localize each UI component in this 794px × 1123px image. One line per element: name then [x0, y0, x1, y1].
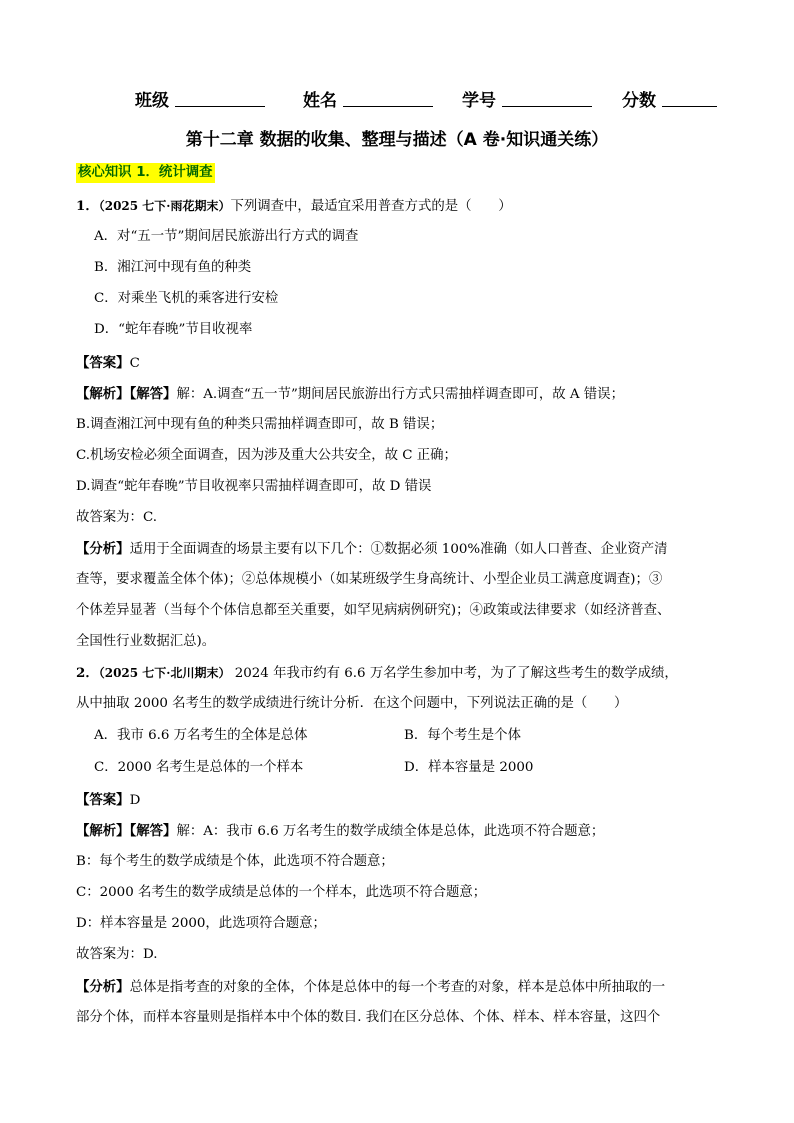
q2-analysis-line-1 — [76, 822, 604, 841]
q1-analysis-line-3: C.机场安检必须全面调查，因为涉及重大公共安全，故 C 正确； — [76, 448, 457, 463]
score-field[interactable] — [662, 86, 717, 107]
q1-final-answer: 故答案为：C. — [76, 510, 157, 525]
q1-analysis-line-4: D.调查“蛇年春晚”节目收视率只需抽样调查即可，故 D 错误 — [76, 479, 432, 494]
q1-fenxi-line-3: 个体差异显著（当每个个体信息都至关重要，如罕见病病例研究)；④政策或法律要求（如经济普查、 — [76, 603, 671, 618]
name-label: 姓名 — [303, 91, 337, 111]
question-source: （2025 七下·北川期末） — [98, 666, 231, 680]
fenxi-text: 总体是指考查的对象的全体，个体是总体中的每一个考查的对象，样本是总体中所抽取的一 — [129, 980, 666, 995]
analysis-tag: 【解析】【解答】 — [76, 823, 177, 839]
question-text: 2024 年我市约有 6.6 万名学生参加中考，为了了解这些考生的数学成绩， — [230, 666, 678, 681]
q1-fenxi-line-1 — [76, 540, 668, 559]
question-number: 2． — [76, 665, 99, 681]
student-id-label: 学号 — [462, 91, 496, 111]
analysis-text: 解：A.调查“五一节”期间居民旅游出行方式只需抽样调查即可，故 A 错误； — [176, 387, 624, 402]
q2-analysis-line-4: D：样本容量是 2000，此选项符合题意； — [76, 916, 326, 931]
answer-value: C — [129, 356, 140, 371]
q2-answer — [76, 791, 140, 810]
fenxi-text: 适用于全面调查的场景主要有以下几个：①数据必须 100%准确（如人口普查、企业资产清 — [129, 542, 668, 557]
q2-option-c: C．2000 名考生是总体的一个样本 — [94, 760, 304, 775]
fenxi-tag: 【分析】 — [76, 979, 130, 995]
student-info-header — [0, 86, 794, 112]
student-id-field[interactable] — [502, 86, 592, 107]
answer-value: D — [129, 793, 141, 808]
q1-option-c: C．对乘坐飞机的乘客进行安检 — [94, 291, 279, 306]
q2-fenxi-line-1 — [76, 978, 665, 997]
question-source: （2025 七下·雨花期末） — [98, 199, 231, 213]
name-field[interactable] — [343, 86, 433, 107]
class-field[interactable] — [175, 86, 265, 107]
answer-tag: 【答案】 — [76, 355, 130, 371]
analysis-tag: 【解析】【解答】 — [76, 386, 177, 402]
q1-option-d: D．“蛇年春晚”节目收视率 — [94, 322, 253, 337]
question-2-stem-line-2: 从中抽取 2000 名考生的数学成绩进行统计分析．在这个问题中，下列说法正确的是（ ） — [76, 696, 628, 711]
class-label: 班级 — [135, 91, 169, 111]
q2-analysis-line-3: C：2000 名考生的数学成绩是总体的一个样本，此选项不符合题意； — [76, 885, 487, 900]
fenxi-tag: 【分析】 — [76, 541, 130, 557]
q2-option-d: D．样本容量是 2000 — [404, 760, 534, 775]
q1-option-b: B．湘江河中现有鱼的种类 — [94, 260, 252, 275]
q1-analysis-line-2: B.调查湘江河中现有鱼的种类只需抽样调查即可，故 B 错误； — [76, 417, 444, 432]
question-number: 1． — [76, 198, 99, 214]
q2-fenxi-line-2: 部分个体，而样本容量则是指样本中个体的数目. 我们在区分总体、个体、样本、样本容量，这四个 — [76, 1010, 661, 1025]
question-text: 下列调查中，最适宜采用普查方式的是（ ） — [230, 199, 512, 214]
q1-analysis-line-1 — [76, 385, 624, 404]
q1-fenxi-line-4: 全国性行业数据汇总)。 — [76, 634, 216, 649]
q2-option-a: A．我市 6.6 万名考生的全体是总体 — [94, 728, 308, 743]
question-1-stem — [76, 197, 512, 216]
score-label: 分数 — [622, 91, 656, 111]
q2-analysis-line-2: B：每个考生的数学成绩是个体，此选项不符合题意； — [76, 854, 394, 869]
answer-tag: 【答案】 — [76, 792, 130, 808]
q2-option-b: B．每个考生是个体 — [404, 728, 521, 743]
section-heading: 核心知识 1．统计调查 — [76, 163, 215, 183]
q1-fenxi-line-2: 查等，要求覆盖全体个体)；②总体规模小（如某班级学生身高统计、小型企业员工满意度调查)；③ — [76, 572, 663, 587]
question-2-stem — [76, 664, 678, 683]
q1-answer — [76, 354, 140, 373]
page-title: 第十二章 数据的收集、整理与描述（A 卷·知识通关练） — [185, 130, 609, 150]
analysis-text: 解：A：我市 6.6 万名考生的数学成绩全体是总体，此选项不符合题意； — [176, 824, 605, 839]
q1-option-a: A．对“五一节”期间居民旅游出行方式的调查 — [94, 229, 359, 244]
q2-final-answer: 故答案为：D. — [76, 947, 158, 962]
